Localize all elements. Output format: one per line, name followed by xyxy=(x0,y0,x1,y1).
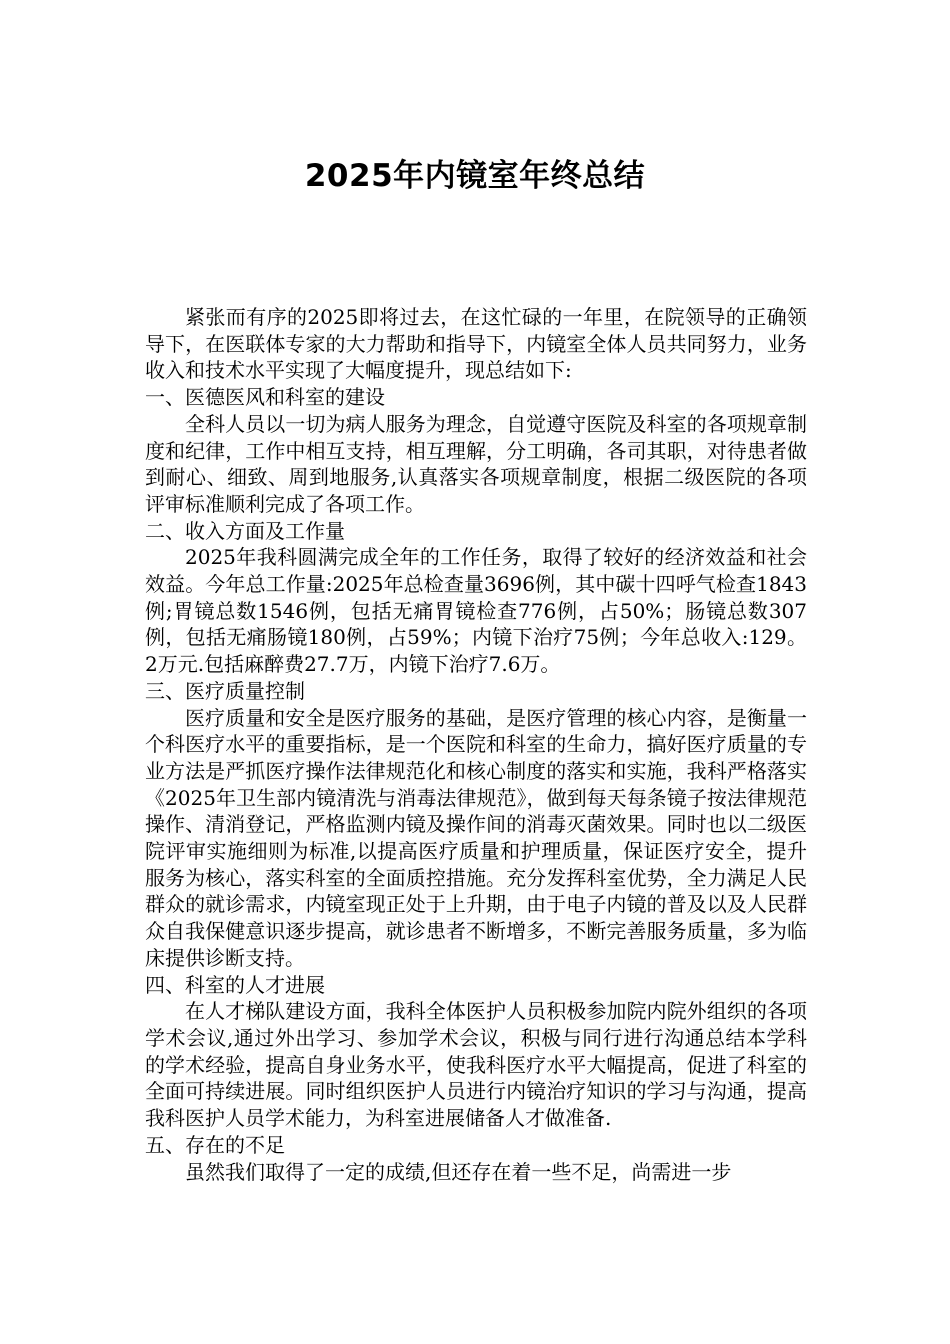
document-title: 2025年内镜室年终总结 xyxy=(304,158,646,194)
section-heading-2: 二、收入方面及工作量 xyxy=(145,518,345,543)
intro-paragraph: 紧张而有序的2025即将过去，在这忙碌的一年里，在院领导的正确领导下，在医联体专家的大力帮助和指导下，内镜室全体人员共同努力，业务收入和技术水平实现了大幅度提升，现总结如下: xyxy=(145,305,807,383)
section-2-paragraph: 2025年我科圆满完成全年的工作任务，取得了较好的经济效益和社会效益。今年总工作量:2025年总检查量3696例，其中碳十四呼气检查1843例;胃镜总数1546例，包括无痛胃镜检查776例，占50%；肠镜总数307例，包括无痛肠镜180例，占59%；内镜下治疗75例；今年总收入:129。2万元.包括麻醉费27.7万，内镜下治疗7.6万。 xyxy=(145,545,807,677)
section-heading-4: 四、科室的人才进展 xyxy=(145,972,325,997)
document-body xyxy=(145,304,807,1185)
section-heading-3: 三、医疗质量控制 xyxy=(145,678,305,703)
section-1-paragraph: 全科人员以一切为病人服务为理念，自觉遵守医院及科室的各项规章制度和纪律，工作中相互支持，相互理解，分工明确，各司其职，对待患者做到耐心、细致、周到地服务,认真落实各项规章制度，根据二级医院的各项评审标准顺利完成了各项工作。 xyxy=(145,411,807,516)
section-heading-5: 五、存在的不足 xyxy=(145,1132,285,1157)
section-5-paragraph: 虽然我们取得了一定的成绩,但还存在着一些不足，尚需进一步 xyxy=(185,1159,732,1184)
section-3-paragraph: 医疗质量和安全是医疗服务的基础，是医疗管理的核心内容，是衡量一个科医疗水平的重要指标，是一个医院和科室的生命力，搞好医疗质量的专业方法是严抓医疗操作法律规范化和核心制度的落实和实施，我科严格落实《2025年卫生部内镜清洗与消毒法律规范》，做到每天每条镜子按法律规范操作、清消登记，严格监测内镜及操作间的消毒灭菌效果。同时也以二级医院评审实施细则为标准,以提高医疗质量和护理质量，保证医疗安全，提升服务为核心，落实科室的全面质控措施。充分发挥科室优势，全力满足人民群众的就诊需求，内镜室现正处于上升期，由于电子内镜的普及以及人民群众自我保健意识逐步提高，就诊患者不断增多，不断完善服务质量，多为临床提供诊断支持。 xyxy=(145,705,807,970)
section-4-paragraph: 在人才梯队建设方面，我科全体医护人员积极参加院内院外组织的各项学术会议,通过外出学习、参加学术会议，积极与同行进行沟通总结本学科的学术经验，提高自身业务水平，使我科医疗水平大幅提高，促进了科室的全面可持续进展。同时组织医护人员进行内镜治疗知识的学习与沟通，提高我科医护人员学术能力，为科室进展储备人才做准备. xyxy=(145,999,807,1131)
section-heading-1: 一、医德医风和科室的建设 xyxy=(145,385,385,410)
